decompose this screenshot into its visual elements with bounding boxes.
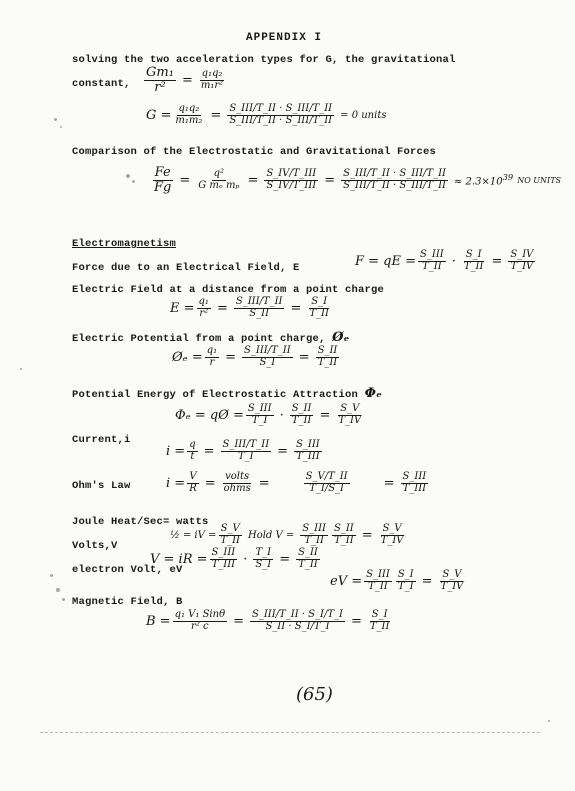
scan-speck (54, 118, 57, 121)
field-point-line: Electric Field at a distance from a point charge (72, 284, 385, 296)
ohm-line: Ohm's Law (72, 480, 131, 492)
scan-speck (20, 368, 22, 370)
em-heading: Electromagnetism (72, 238, 177, 250)
magnetic-line: Magnetic Field, B (72, 596, 183, 608)
ev-line: electron Volt, eV (72, 564, 183, 576)
scan-speck (60, 126, 62, 128)
equation-joule-heat: ½ = iV = $\frac{S\_V}{T\_II}$ Hold V = $\frac{\text{S\_III}}{T\_II}$ $\frac{S\_II}{T\_II}$ = $\frac{S\_V}{T\_IV}$ (170, 523, 404, 546)
equation-electric-potential: Øₑ = $\frac{\text{q₁}}{r}$ = $\frac{\text{S\_III/T\_II}}{S\_I}$ = $\frac{S\_II}{T\_II}$ (172, 345, 338, 368)
equation-force-ratio: $\frac{Fe}{Fg}$ = $\frac{\text{q²}}{\text{G mₑ mₚ}}$ = $\frac{\text{S\_IV/T\_III}}{\text{S\_IV/T\_III}}$ = $\frac{\text{S\_III/T\_II · S\_III/T\_II}}{\text{S\_III/T\_II · S\_III/T\_II}}$ ≈ $2.3\times 10^{39}$ NO UNITS (154, 165, 562, 195)
joule-line: Joule Heat/Sec= watts (72, 516, 209, 528)
intro-line-1: solving the two acceleration types for G, the gravitational (72, 54, 456, 66)
potential-energy-line: Potential Energy of Electrostatic Attraction Φₑ (72, 386, 383, 401)
scan-speck (50, 574, 53, 577)
scan-speck (62, 598, 65, 601)
equation-potential-energy: Φₑ = qØ = $\frac{\text{S\_III}}{T\_I}$ · $\frac{S\_II}{T\_II}$ = $\frac{S\_V}{T\_IV}$ (175, 403, 362, 426)
current-line: Current,i (72, 434, 131, 446)
equation-g-derivation: $\frac{\text{Gm₁}}{\text{r²}}$ = $\frac{\text{q₁q₂}}{\text{m₁r²}}$ (146, 65, 224, 95)
equation-force-field: F = qE = $\frac{\text{S\_III}}{T\_II}$ · $\frac{S\_I}{T\_II}$ = $\frac{S\_IV}{T\_IV}$ (355, 249, 534, 272)
scan-speck (56, 588, 60, 592)
force-field-line: Force due to an Electrical Field, E (72, 262, 300, 274)
equation-electron-volt: eV = $\frac{\text{S\_III}}{T\_II}$ $\frac{S\_I}{T\_I}$ = $\frac{S\_V}{T\_IV}$ (330, 569, 464, 592)
equation-current: i = $\frac{q}{t}$ = $\frac{\text{S\_III/T\_II}}{T\_I}$ = $\frac{\text{S\_III}}{\text{T\_III}}$ (166, 439, 320, 462)
scan-speck (132, 180, 135, 183)
intro-line-2: constant, (72, 78, 131, 90)
comparison-heading: Comparison of the Electrostatic and Gravitational Forces (72, 146, 437, 158)
equation-electric-field: E = $\frac{\text{q₁}}{\text{r²}}$ = $\frac{\text{S\_III/T\_II}}{S\_II}$ = $\frac{S\_I}{T\_II}$ (170, 296, 329, 319)
phi-e-symbol: Øₑ (332, 330, 350, 345)
volts-line: Volts,V (72, 540, 118, 552)
scan-speck (548, 720, 550, 722)
bottom-divider (40, 732, 540, 733)
page-number: (65) (296, 684, 333, 705)
potential-point-line: Electric Potential from a point charge, Øₑ (72, 330, 350, 345)
page-title: APPENDIX I (246, 32, 323, 44)
equation-g-units: G = $\frac{\text{q₁q₂}}{\text{m₁m₂}}$ = $\frac{\text{S\_III/T\_II · S\_III/T\_II}}{\text{S\_III/T\_II · S\_III/T\_II}}$ = 0 units (146, 103, 387, 126)
big-phi-e-symbol: Φₑ (364, 386, 383, 401)
equation-volts: V = iR = $\frac{\text{S\_III}}{\text{T\_III}}$ · $\frac{T\_I}{S\_I}$ = $\frac{S\_II}{T\_II}$ (150, 547, 318, 570)
equation-ohms-law: i = $\frac{V}{R}$ = $\frac{\text{volts}}{\text{ohms}}$ = $\frac{S\_V/T\_II}{T\_I/S\_I}$ = $\frac{\text{S\_III}}{\text{T\_III}}$ (166, 471, 427, 494)
scan-speck (126, 174, 130, 178)
equation-magnetic-field: B = $\frac{\text{q₁ V₁ Sinθ}}{\text{r² c}}$ = $\frac{\text{S\_III/T\_II · S\_I/T\_I}}{S\_II \cdot S\_I/T\_I}$ = $\frac{S\_I}{T\_II}$ (146, 609, 390, 632)
